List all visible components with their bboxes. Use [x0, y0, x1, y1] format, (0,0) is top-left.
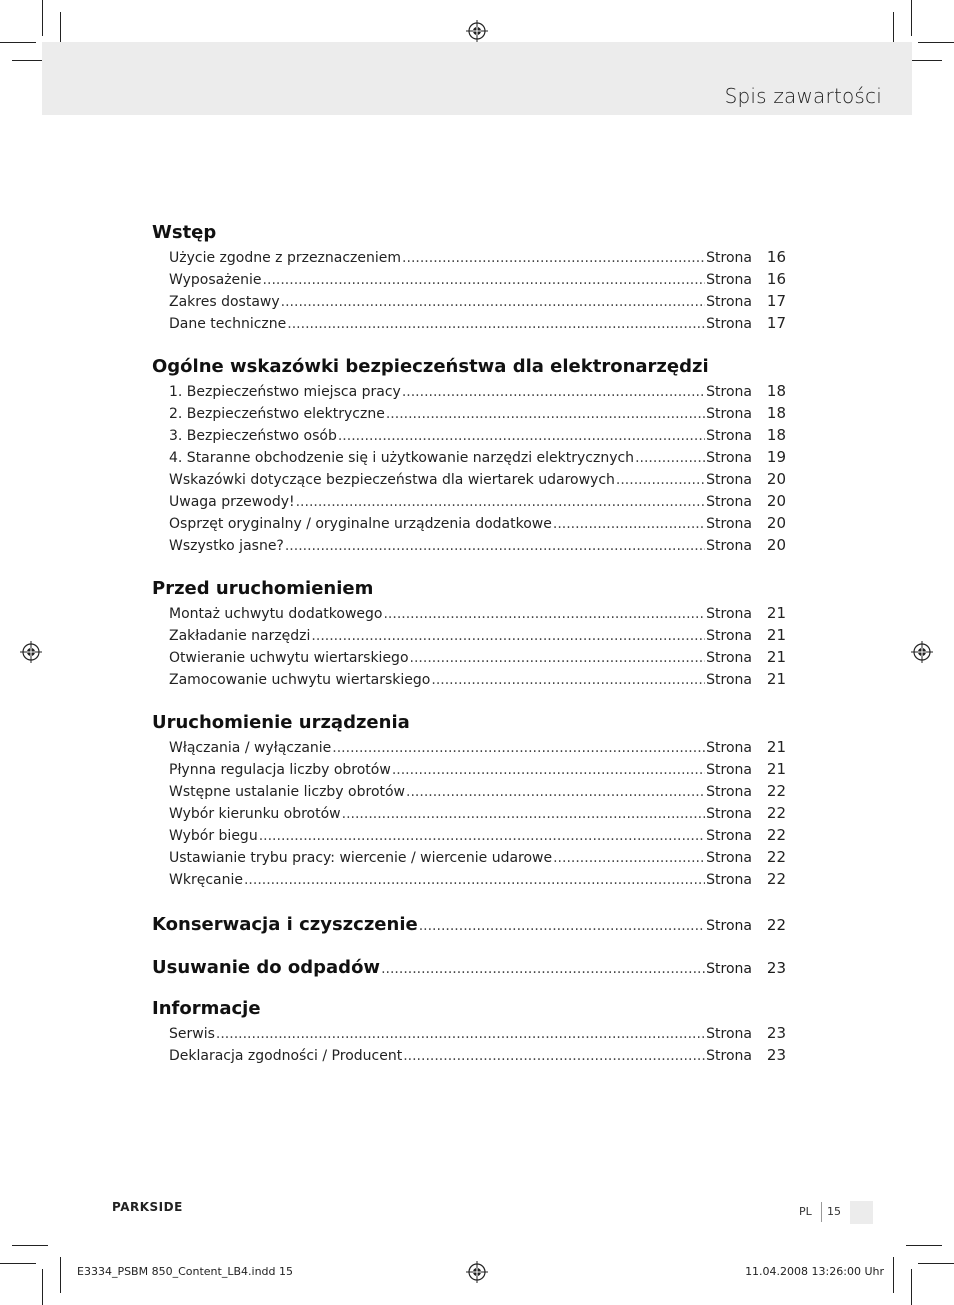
- dot-leader: [392, 759, 705, 781]
- toc-entry-label: Zamocowanie uchwytu wiertarskiego: [169, 672, 431, 688]
- dot-leader: [281, 291, 706, 313]
- dot-leader: [410, 647, 706, 669]
- section-spacer: [152, 334, 786, 354]
- toc-entry: [152, 380, 786, 402]
- toc-entry: [152, 402, 786, 424]
- toc-entry-label: Osprzęt oryginalny / oryginalne urządzenia dodatkowe: [169, 516, 552, 532]
- page-title: Spis zawartości: [724, 84, 882, 108]
- toc-entry-label: Płynna regulacja liczby obrotów: [169, 762, 391, 778]
- toc-entry-page: 23: [766, 959, 786, 977]
- footer-divider: [821, 1202, 822, 1222]
- toc-entry-label: Włączania / wyłączanie: [169, 740, 332, 756]
- toc-entry-page: 17: [766, 292, 786, 310]
- toc-entry-label: Dane techniczne: [169, 316, 287, 332]
- toc-entry-prefix: Strona: [706, 1048, 752, 1064]
- toc-entry-prefix: Strona: [706, 472, 752, 488]
- toc-entry-page: 22: [766, 848, 786, 866]
- toc-entry-prefix: Strona: [706, 538, 752, 554]
- section-spacer: [152, 983, 786, 996]
- toc-entry: [152, 446, 786, 468]
- dot-leader: [553, 847, 705, 869]
- section-spacer: [152, 890, 786, 910]
- toc-entry-page: 23: [766, 1024, 786, 1042]
- toc-entry-label: 3. Bezpieczeństwo osób: [169, 428, 337, 444]
- toc-entry-label: Uwaga przewody!: [169, 494, 295, 510]
- toc-entry-prefix: Strona: [706, 494, 752, 510]
- dot-leader: [419, 911, 705, 941]
- toc-entry-page: 18: [766, 382, 786, 400]
- toc-entry: [152, 490, 786, 512]
- toc-entry-page: 22: [766, 782, 786, 800]
- dot-leader: [342, 803, 706, 825]
- toc-entry-prefix: Strona: [706, 784, 752, 800]
- toc-entry-prefix: Strona: [706, 384, 752, 400]
- dot-leader: [431, 669, 705, 691]
- crop-mark: [0, 1263, 36, 1264]
- toc-entry-prefix: Strona: [706, 250, 752, 266]
- toc-entry: [152, 1022, 786, 1044]
- dot-leader: [259, 825, 705, 847]
- dot-leader: [386, 403, 705, 425]
- toc-entry: [152, 290, 786, 312]
- crop-mark: [906, 1245, 942, 1246]
- toc-entry-page: 18: [766, 404, 786, 422]
- toc-entry: [152, 312, 786, 334]
- dot-leader: [332, 737, 705, 759]
- toc-entry-label: Deklaracja zgodności / Producent: [169, 1048, 403, 1064]
- toc-section: [152, 354, 786, 556]
- toc-entry-label: Wkręcanie: [169, 872, 243, 888]
- toc-entry-label: Wstępne ustalanie liczby obrotów: [169, 784, 406, 800]
- toc-entry-prefix: Strona: [706, 450, 752, 466]
- toc-entry-page: 20: [766, 514, 786, 532]
- crop-mark: [60, 1257, 61, 1293]
- section-spacer: [152, 940, 786, 953]
- toc-entry: [152, 780, 786, 802]
- page-number: 15: [827, 1205, 841, 1218]
- toc-entry: [152, 624, 786, 646]
- toc-entry-page: 21: [766, 738, 786, 756]
- toc-entry: [152, 824, 786, 846]
- toc-section-heading: Ogólne wskazówki bezpieczeństwa dla elektronarzędzi: [152, 356, 709, 377]
- toc-entry-label: Wybór biegu: [169, 828, 258, 844]
- crop-mark: [0, 42, 36, 43]
- toc-section: [152, 996, 786, 1066]
- toc-entry: [152, 758, 786, 780]
- dot-leader: [403, 1045, 705, 1067]
- section-spacer: [152, 690, 786, 710]
- toc-entry-prefix: Strona: [706, 806, 752, 822]
- toc-section-heading: Przed uruchomieniem: [152, 578, 374, 599]
- dot-leader: [553, 513, 705, 535]
- page-tab-marker: [850, 1201, 873, 1224]
- print-slug-date: 11.04.2008 13:26:00 Uhr: [745, 1265, 884, 1278]
- toc-entry: [152, 268, 786, 290]
- dot-leader: [216, 1023, 705, 1045]
- toc-entry-page: 20: [766, 536, 786, 554]
- toc-entry-label: Wybór kierunku obrotów: [169, 806, 341, 822]
- toc-entry-label: 4. Staranne obchodzenie się i użytkowanie narzędzi elektrycznych: [169, 450, 635, 466]
- toc-section-heading: Wstęp: [152, 222, 217, 243]
- toc-entry-label: Wskazówki dotyczące bezpieczeństwa dla wiertarek udarowych: [169, 472, 615, 488]
- toc-entry-label: 2. Bezpieczeństwo elektryczne: [169, 406, 385, 422]
- toc-entry-prefix: Strona: [706, 1026, 752, 1042]
- toc-entry-prefix: Strona: [706, 672, 752, 688]
- toc-entry-prefix: Strona: [706, 650, 752, 666]
- toc-entry-label: Otwieranie uchwytu wiertarskiego: [169, 650, 409, 666]
- toc-entry-label: Zakładanie narzędzi: [169, 628, 311, 644]
- toc-section-heading: Informacje: [152, 998, 261, 1019]
- toc-entry: [152, 246, 786, 268]
- toc-entry-page: 21: [766, 604, 786, 622]
- toc-entry-label: Montaż uchwytu dodatkowego: [169, 606, 383, 622]
- toc-entry-page: 22: [766, 804, 786, 822]
- crop-mark: [42, 0, 43, 36]
- dot-leader: [311, 625, 705, 647]
- dot-leader: [338, 425, 705, 447]
- crop-mark: [911, 0, 912, 36]
- toc-entry: [152, 736, 786, 758]
- toc-entry-label: Wszystko jasne?: [169, 538, 284, 554]
- dot-leader: [383, 603, 705, 625]
- table-of-contents: [152, 220, 786, 1066]
- toc-entry-prefix: Strona: [706, 606, 752, 622]
- dot-leader: [406, 781, 705, 803]
- toc-entry-prefix: Strona: [706, 272, 752, 288]
- toc-entry-page: 18: [766, 426, 786, 444]
- toc-section-heading-line: [152, 953, 786, 983]
- toc-entry-label: 1. Bezpieczeństwo miejsca pracy: [169, 384, 401, 400]
- toc-entry: [152, 534, 786, 556]
- crop-mark: [893, 1257, 894, 1293]
- toc-entry-prefix: Strona: [706, 516, 752, 532]
- crop-mark: [911, 1269, 912, 1305]
- toc-entry: [152, 512, 786, 534]
- toc-entry-prefix: Strona: [706, 406, 752, 422]
- toc-entry-page: 22: [766, 826, 786, 844]
- dot-leader: [635, 447, 705, 469]
- toc-section: [152, 220, 786, 334]
- section-spacer: [152, 556, 786, 576]
- toc-entry: [152, 602, 786, 624]
- crop-mark: [918, 42, 954, 43]
- dot-leader: [263, 269, 706, 291]
- toc-entry: [152, 868, 786, 890]
- toc-entry-page: 19: [766, 448, 786, 466]
- dot-leader: [296, 491, 706, 513]
- toc-entry-page: 21: [766, 648, 786, 666]
- crop-mark: [42, 1269, 43, 1305]
- toc-entry-page: 20: [766, 470, 786, 488]
- toc-section-heading: Konserwacja i czyszczenie: [152, 914, 418, 935]
- language-code: PL: [799, 1205, 812, 1218]
- toc-entry-prefix: Strona: [706, 294, 752, 310]
- toc-section-heading: Uruchomienie urządzenia: [152, 712, 410, 733]
- toc-section: [152, 576, 786, 690]
- toc-entry-prefix: Strona: [706, 872, 752, 888]
- toc-entry: [152, 668, 786, 690]
- toc-entry: [152, 424, 786, 446]
- toc-entry-page: 22: [766, 870, 786, 888]
- toc-section: [152, 710, 786, 890]
- toc-entry-prefix: Strona: [706, 828, 752, 844]
- toc-section-heading-line: [152, 910, 786, 940]
- toc-entry-prefix: Strona: [706, 918, 752, 934]
- dot-leader: [402, 247, 705, 269]
- toc-entry-label: Zakres dostawy: [169, 294, 280, 310]
- toc-entry-label: Ustawianie trybu pracy: wiercenie / wiercenie udarowe: [169, 850, 553, 866]
- crop-mark: [12, 1245, 48, 1246]
- toc-entry-page: 20: [766, 492, 786, 510]
- crop-mark: [918, 1263, 954, 1264]
- toc-entry-prefix: Strona: [706, 316, 752, 332]
- toc-entry-page: 21: [766, 760, 786, 778]
- registration-mark-icon: [911, 641, 933, 663]
- toc-entry: [152, 802, 786, 824]
- toc-entry-page: 22: [766, 916, 786, 934]
- dot-leader: [402, 381, 705, 403]
- toc-entry-page: 16: [766, 248, 786, 266]
- toc-entry: [152, 1044, 786, 1066]
- toc-entry-prefix: Strona: [706, 628, 752, 644]
- dot-leader: [244, 869, 705, 891]
- toc-entry: [152, 468, 786, 490]
- toc-entry-page: 23: [766, 1046, 786, 1064]
- toc-section-heading: Usuwanie do odpadów: [152, 957, 381, 978]
- brand-logo: PARKSIDE: [112, 1200, 183, 1214]
- registration-mark-icon: [466, 20, 488, 42]
- toc-entry: [152, 646, 786, 668]
- toc-entry-prefix: Strona: [706, 740, 752, 756]
- toc-entry: [152, 846, 786, 868]
- toc-entry-page: 16: [766, 270, 786, 288]
- toc-entry-prefix: Strona: [706, 762, 752, 778]
- print-slug-file: E3334_PSBM 850_Content_LB4.indd 15: [77, 1265, 293, 1278]
- toc-entry-label: Serwis: [169, 1026, 215, 1042]
- dot-leader: [616, 469, 705, 491]
- toc-entry-label: Wyposażenie: [169, 272, 262, 288]
- toc-entry-prefix: Strona: [706, 850, 752, 866]
- toc-entry-page: 17: [766, 314, 786, 332]
- toc-entry-prefix: Strona: [706, 961, 752, 977]
- toc-entry-prefix: Strona: [706, 428, 752, 444]
- registration-mark-icon: [466, 1261, 488, 1283]
- toc-entry-page: 21: [766, 670, 786, 688]
- dot-leader: [285, 535, 705, 557]
- dot-leader: [287, 313, 705, 335]
- dot-leader: [381, 954, 705, 984]
- registration-mark-icon: [20, 641, 42, 663]
- toc-entry-label: Użycie zgodne z przeznaczeniem: [169, 250, 402, 266]
- toc-entry-page: 21: [766, 626, 786, 644]
